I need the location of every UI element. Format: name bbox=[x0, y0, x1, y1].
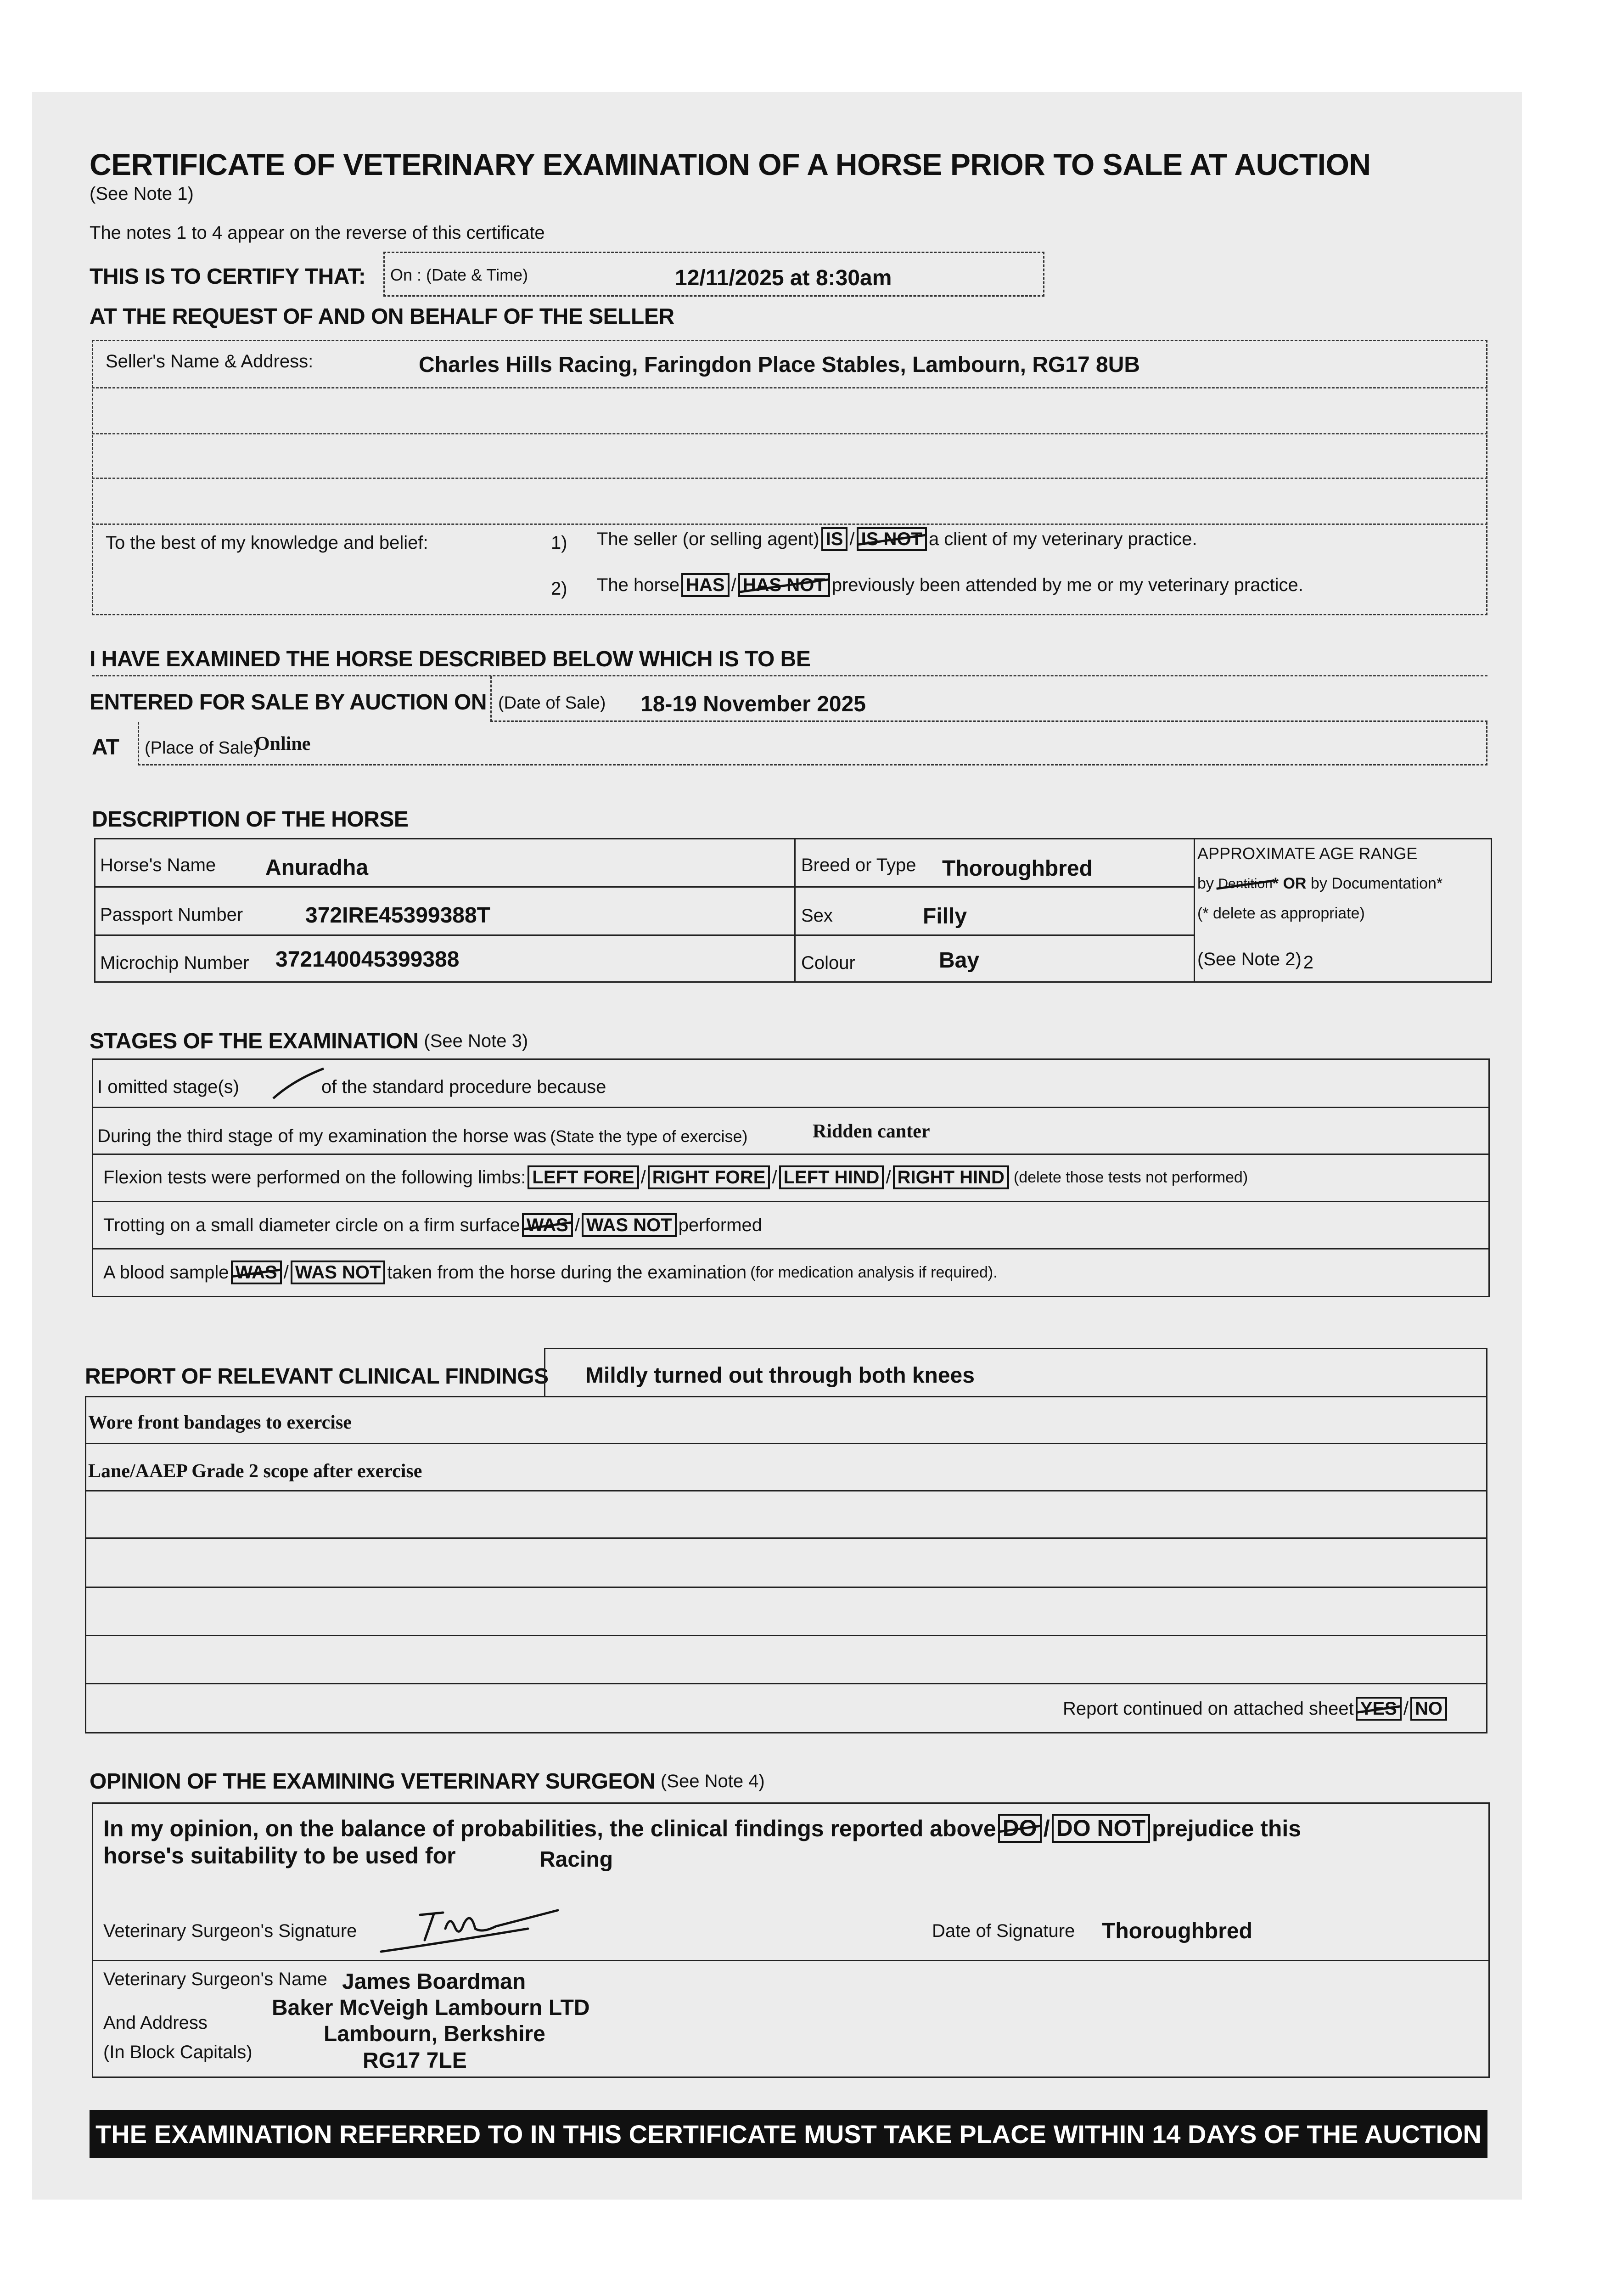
colour-value[interactable]: Bay bbox=[939, 948, 980, 973]
slash: / bbox=[283, 1262, 289, 1283]
sale-place-value[interactable]: Online bbox=[255, 733, 311, 754]
continued-label: Report continued on attached sheet bbox=[1063, 1698, 1354, 1719]
microchip-label: Microchip Number bbox=[100, 953, 249, 973]
divider bbox=[92, 433, 1487, 434]
divider bbox=[92, 478, 1487, 479]
divider bbox=[92, 1201, 1490, 1202]
slash: / bbox=[772, 1167, 777, 1187]
sale-place-label: (Place of Sale) bbox=[145, 738, 259, 758]
slash: / bbox=[640, 1167, 646, 1187]
slash: / bbox=[1403, 1698, 1409, 1719]
findings-line-3[interactable]: Lane/AAEP Grade 2 scope after exercise bbox=[88, 1461, 422, 1482]
certify-label: THIS IS TO CERTIFY THAT: bbox=[90, 264, 366, 289]
item1-number: 1) bbox=[551, 533, 567, 553]
slash: / bbox=[731, 574, 736, 595]
sale-date-box bbox=[490, 676, 1487, 722]
continued-yes-option[interactable]: YES bbox=[1356, 1697, 1402, 1721]
opinion-use-value[interactable]: Racing bbox=[539, 1847, 613, 1872]
omitted-stroke-mark bbox=[271, 1066, 326, 1103]
opinion-text-end: prejudice this bbox=[1152, 1815, 1302, 1841]
item1-text-end: a client of my veterinary practice. bbox=[928, 529, 1197, 549]
sex-value[interactable]: Filly bbox=[923, 904, 967, 929]
findings-line-1[interactable]: Mildly turned out through both knees bbox=[585, 1363, 975, 1388]
opinion-text: In my opinion, on the balance of probabilities, the clinical findings reported above bbox=[103, 1815, 996, 1841]
divider bbox=[94, 886, 1194, 888]
blood-was-option[interactable]: WAS bbox=[231, 1261, 282, 1284]
blood-label: A blood sample bbox=[103, 1262, 229, 1283]
at-label: AT bbox=[92, 735, 119, 760]
opinion-section-title: OPINION OF THE EXAMINING VETERINARY SURGEON bbox=[90, 1769, 655, 1794]
sale-place-box bbox=[138, 722, 1487, 765]
opinion-text-line2: horse's suitability to be used for bbox=[103, 1843, 456, 1868]
divider bbox=[85, 1443, 1487, 1444]
trotting-was-not-option[interactable]: WAS NOT bbox=[582, 1213, 677, 1237]
divider bbox=[85, 1683, 1487, 1684]
age-title: APPROXIMATE AGE RANGE bbox=[1197, 844, 1418, 863]
divider bbox=[92, 1960, 1490, 1961]
opinion-do-option[interactable]: DO bbox=[998, 1814, 1042, 1843]
certificate-title: CERTIFICATE OF VETERINARY EXAMINATION OF A HORSE PRIOR TO SALE AT AUCTION bbox=[90, 147, 1371, 181]
breed-label: Breed or Type bbox=[801, 855, 916, 875]
opinion-see-note: (See Note 4) bbox=[660, 1771, 765, 1791]
notes-line: The notes 1 to 4 appear on the reverse of this certificate bbox=[90, 223, 545, 243]
on-date-label: On : (Date & Time) bbox=[390, 265, 528, 284]
date-signature-label: Date of Signature bbox=[932, 1921, 1075, 1941]
colour-label: Colour bbox=[801, 953, 855, 973]
age-delete-hint: (* delete as appropriate) bbox=[1197, 905, 1365, 922]
flexion-label: Flexion tests were performed on the following limbs: bbox=[103, 1167, 526, 1187]
age-dentition[interactable]: Dentition bbox=[1218, 876, 1273, 891]
sale-date-value[interactable]: 18-19 November 2025 bbox=[640, 692, 866, 716]
findings-section-title: REPORT OF RELEVANT CLINICAL FINDINGS bbox=[85, 1364, 549, 1389]
divider bbox=[92, 523, 1487, 525]
flexion-left-hind[interactable]: LEFT HIND bbox=[779, 1165, 884, 1189]
divider bbox=[85, 1490, 1487, 1491]
has-not-option[interactable]: HAS NOT bbox=[738, 573, 830, 597]
address-label-hint: (In Block Capitals) bbox=[103, 2042, 253, 2062]
sex-label: Sex bbox=[801, 906, 833, 926]
slash: / bbox=[1043, 1815, 1050, 1841]
signature-mark bbox=[376, 1901, 569, 1956]
omitted-label: I omitted stage(s) bbox=[97, 1077, 240, 1097]
flexion-right-hind[interactable]: RIGHT HIND bbox=[893, 1165, 1009, 1189]
entered-label: ENTERED FOR SALE BY AUCTION ON bbox=[90, 690, 487, 715]
has-option[interactable]: HAS bbox=[681, 573, 729, 597]
is-not-option[interactable]: IS NOT bbox=[857, 527, 927, 551]
date-signature-value[interactable]: Thoroughbred bbox=[1102, 1919, 1252, 1943]
continued-no-option[interactable]: NO bbox=[1410, 1697, 1447, 1721]
flexion-right-fore[interactable]: RIGHT FORE bbox=[648, 1165, 770, 1189]
divider bbox=[85, 1537, 1487, 1539]
signature-label: Veterinary Surgeon's Signature bbox=[103, 1921, 357, 1941]
slash: / bbox=[849, 529, 855, 549]
stages-section-title: STAGES OF THE EXAMINATION bbox=[90, 1029, 419, 1053]
divider bbox=[92, 1248, 1490, 1249]
seller-value[interactable]: Charles Hills Racing, Faringdon Place Stables, Lambourn, RG17 8UB bbox=[419, 353, 1140, 377]
breed-value[interactable]: Thoroughbred bbox=[942, 856, 1093, 881]
item1-text: The seller (or selling agent) bbox=[597, 529, 819, 549]
address-line-3[interactable]: RG17 7LE bbox=[363, 2048, 467, 2073]
passport-label: Passport Number bbox=[100, 905, 243, 925]
on-date-value[interactable]: 12/11/2025 at 8:30am bbox=[675, 266, 892, 290]
divider bbox=[794, 838, 796, 983]
third-stage-hint: (State the type of exercise) bbox=[550, 1126, 748, 1146]
item2-text-end: previously been attended by me or my veterinary practice. bbox=[831, 574, 1303, 595]
divider bbox=[85, 1587, 1487, 1588]
is-option[interactable]: IS bbox=[821, 527, 848, 551]
divider bbox=[85, 1635, 1487, 1636]
horse-name-value[interactable]: Anuradha bbox=[265, 855, 369, 880]
blood-hint: (for medication analysis if required). bbox=[750, 1263, 998, 1281]
sale-date-label: (Date of Sale) bbox=[498, 693, 606, 713]
divider bbox=[1194, 838, 1195, 983]
surgeon-name-value[interactable]: James Boardman bbox=[342, 1970, 526, 1994]
flexion-left-fore[interactable]: LEFT FORE bbox=[528, 1165, 639, 1189]
see-note-1: (See Note 1) bbox=[90, 184, 194, 204]
age-or: * OR bbox=[1272, 875, 1307, 892]
stages-see-note: (See Note 3) bbox=[424, 1031, 528, 1051]
trotting-label: Trotting on a small diameter circle on a firm surface bbox=[103, 1215, 520, 1235]
horse-section-title: DESCRIPTION OF THE HORSE bbox=[92, 807, 409, 832]
age-value[interactable]: 2 bbox=[1303, 952, 1314, 973]
item2-number: 2) bbox=[551, 579, 567, 599]
trotting-was-option[interactable]: WAS bbox=[522, 1213, 573, 1237]
blood-text-end: taken from the horse during the examination bbox=[387, 1262, 747, 1283]
age-documentation[interactable]: by Documentation* bbox=[1310, 875, 1443, 892]
third-stage-label: During the third stage of my examination the horse was bbox=[97, 1126, 547, 1146]
trotting-text-end: performed bbox=[678, 1215, 762, 1235]
address-line-1[interactable]: Baker McVeigh Lambourn LTD bbox=[272, 1996, 590, 2020]
horse-name-label: Horse's Name bbox=[100, 855, 216, 875]
microchip-value[interactable]: 372140045399388 bbox=[275, 947, 460, 972]
age-note: (See Note 2) bbox=[1197, 949, 1302, 969]
seller-label: Seller's Name & Address: bbox=[106, 351, 314, 371]
flexion-hint: (delete those tests not performed) bbox=[1013, 1168, 1248, 1186]
slash: / bbox=[574, 1215, 580, 1235]
address-line-2[interactable]: Lambourn, Berkshire bbox=[324, 2022, 545, 2046]
divider bbox=[94, 934, 1194, 936]
passport-value[interactable]: 372IRE45399388T bbox=[305, 903, 490, 928]
third-stage-value[interactable]: Ridden canter bbox=[813, 1121, 930, 1142]
divider bbox=[92, 1107, 1490, 1108]
footer-banner: THE EXAMINATION REFERRED TO IN THIS CERTIFICATE MUST TAKE PLACE WITHIN 14 DAYS OF THE AUCTION bbox=[90, 2110, 1487, 2158]
request-label: AT THE REQUEST OF AND ON BEHALF OF THE SELLER bbox=[90, 304, 674, 329]
examined-line: I HAVE EXAMINED THE HORSE DESCRIBED BELOW WHICH IS TO BE bbox=[90, 647, 811, 671]
omitted-text: of the standard procedure because bbox=[321, 1077, 606, 1097]
item2-text: The horse bbox=[597, 574, 680, 595]
surgeon-name-label: Veterinary Surgeon's Name bbox=[103, 1969, 327, 1989]
findings-line-2[interactable]: Wore front bandages to exercise bbox=[88, 1412, 352, 1433]
slash: / bbox=[886, 1167, 891, 1187]
divider bbox=[92, 1154, 1490, 1155]
address-label: And Address bbox=[103, 2013, 208, 2033]
knowledge-label: To the best of my knowledge and belief: bbox=[106, 533, 428, 553]
divider bbox=[92, 387, 1487, 388]
age-by: by bbox=[1197, 875, 1214, 892]
blood-was-not-option[interactable]: WAS NOT bbox=[291, 1261, 386, 1284]
opinion-do-not-option[interactable]: DO NOT bbox=[1052, 1814, 1150, 1843]
